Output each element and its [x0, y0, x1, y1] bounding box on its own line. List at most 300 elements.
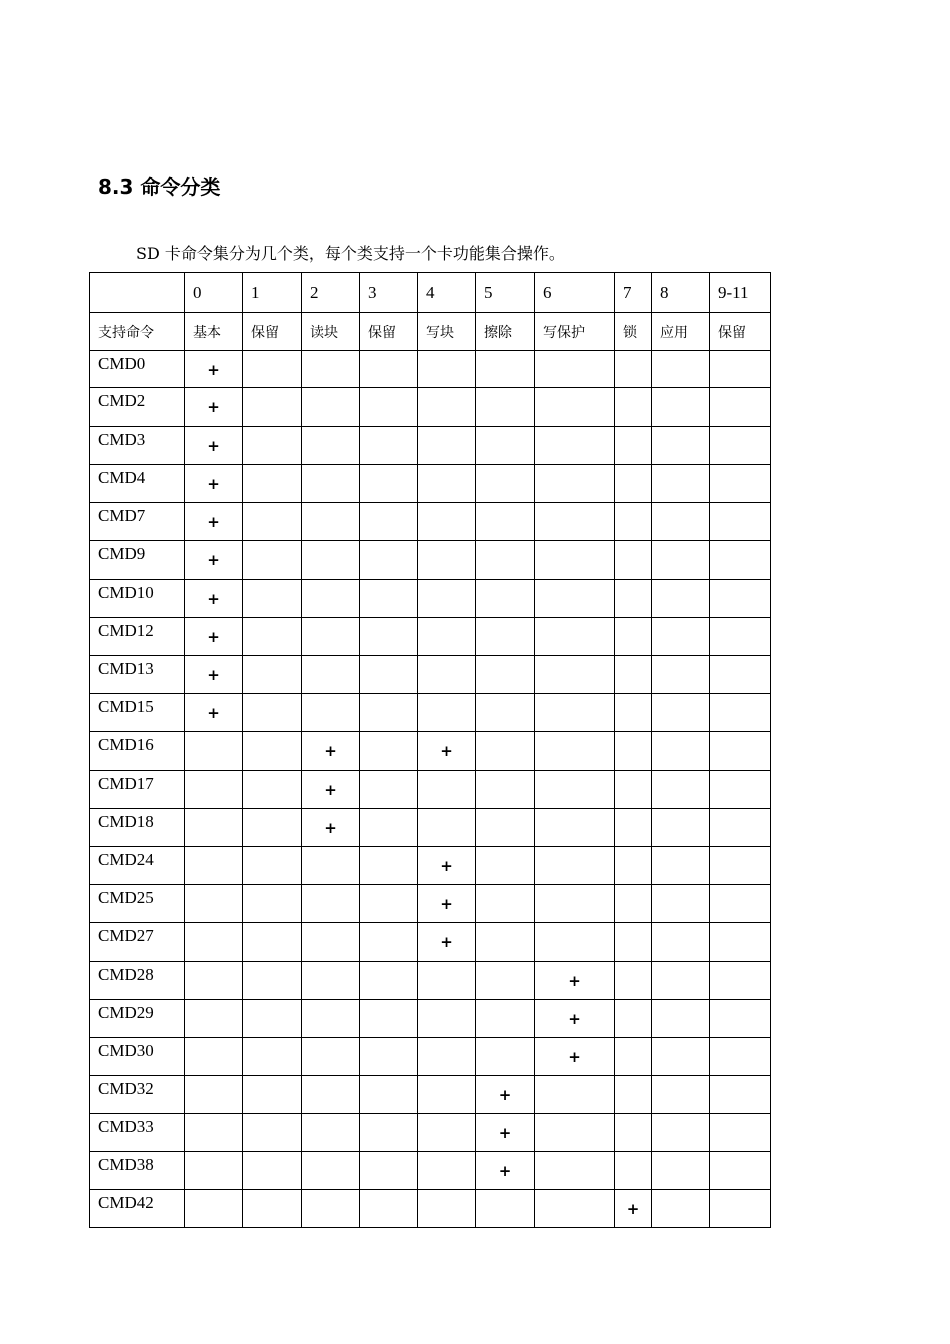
class-support-cell	[535, 427, 615, 465]
class-support-cell	[476, 771, 535, 809]
class-support-cell	[185, 1076, 243, 1114]
command-row	[90, 694, 771, 732]
command-row	[90, 1114, 771, 1152]
class-support-cell	[302, 694, 360, 732]
class-support-cell	[418, 1076, 476, 1114]
supported-mark: +	[207, 361, 220, 379]
class-support-cell	[243, 847, 302, 885]
class-support-cell	[615, 1076, 652, 1114]
class-support-cell	[710, 694, 771, 732]
class-support-cell	[615, 923, 652, 962]
command-row	[90, 580, 771, 618]
command-row	[90, 885, 771, 923]
class-support-cell	[615, 694, 652, 732]
class-support-cell	[535, 1114, 615, 1152]
class-support-cell	[476, 656, 535, 694]
supported-mark: +	[626, 1200, 640, 1218]
class-support-cell	[185, 923, 243, 962]
class-support-cell	[302, 1152, 360, 1190]
class-support-cell	[360, 1076, 418, 1114]
class-support-cell	[710, 962, 771, 1000]
class-support-cell	[476, 351, 535, 388]
class-support-cell	[615, 809, 652, 847]
class-support-cell	[615, 427, 652, 465]
command-name-cell: CMD0	[90, 351, 185, 388]
class-support-cell	[476, 388, 535, 427]
class-support-cell	[302, 1000, 360, 1038]
command-name-cell: CMD12	[90, 618, 185, 656]
class-support-cell	[243, 503, 302, 541]
class-support-cell	[535, 1152, 615, 1190]
supported-mark: +	[324, 742, 337, 760]
class-support-cell	[302, 465, 360, 503]
command-row	[90, 351, 771, 388]
class-number-cell: 2	[302, 273, 360, 313]
class-support-cell	[360, 1000, 418, 1038]
class-number-row	[90, 273, 771, 313]
class-support-cell	[710, 1038, 771, 1076]
command-name-cell: CMD29	[90, 1000, 185, 1038]
command-name-cell: CMD16	[90, 732, 185, 771]
command-name-cell: CMD24	[90, 847, 185, 885]
supported-mark: +	[440, 857, 453, 875]
class-support-cell	[710, 618, 771, 656]
class-support-cell	[535, 694, 615, 732]
class-support-cell	[243, 962, 302, 1000]
supported-mark: +	[207, 666, 220, 684]
class-support-cell	[302, 923, 360, 962]
supported-mark: +	[207, 475, 220, 493]
supported-mark: +	[440, 933, 453, 951]
command-name-cell: CMD18	[90, 809, 185, 847]
class-name-row	[90, 313, 771, 351]
class-support-cell	[302, 427, 360, 465]
class-support-cell	[243, 732, 302, 771]
class-name-cell: 保留	[710, 313, 771, 351]
class-support-cell	[710, 809, 771, 847]
class-support-cell	[185, 771, 243, 809]
supported-mark: +	[440, 742, 453, 760]
class-support-cell	[418, 1152, 476, 1190]
class-support-cell	[615, 1114, 652, 1152]
class-support-cell	[535, 771, 615, 809]
command-row	[90, 1000, 771, 1038]
class-support-cell	[360, 580, 418, 618]
class-name-cell: 写保护	[535, 313, 615, 351]
command-row	[90, 1038, 771, 1076]
class-support-cell	[615, 541, 652, 580]
class-support-cell	[185, 694, 243, 732]
class-support-cell	[418, 618, 476, 656]
command-row	[90, 923, 771, 962]
class-support-cell	[302, 580, 360, 618]
class-support-cell	[243, 388, 302, 427]
class-support-cell	[710, 1152, 771, 1190]
class-support-cell	[476, 847, 535, 885]
class-support-cell	[652, 541, 710, 580]
class-support-cell	[418, 732, 476, 771]
intro-paragraph: SD 卡命令集分为几个类，每个类支持一个卡功能集合操作。	[136, 244, 565, 263]
class-support-cell	[302, 503, 360, 541]
command-name-cell: CMD38	[90, 1152, 185, 1190]
class-support-cell	[302, 1114, 360, 1152]
class-support-cell	[535, 580, 615, 618]
class-support-cell	[476, 465, 535, 503]
class-support-cell	[615, 962, 652, 1000]
class-support-cell	[535, 1190, 615, 1228]
class-support-cell	[710, 1190, 771, 1228]
class-name-cell: 写块	[418, 313, 476, 351]
table-body	[90, 273, 771, 1228]
class-support-cell	[615, 618, 652, 656]
command-row	[90, 618, 771, 656]
class-support-cell	[418, 503, 476, 541]
class-support-cell	[243, 923, 302, 962]
class-support-cell	[360, 885, 418, 923]
class-name-cell: 基本	[185, 313, 243, 351]
class-support-cell	[185, 1190, 243, 1228]
class-support-cell	[243, 351, 302, 388]
class-support-cell	[360, 732, 418, 771]
class-support-cell	[710, 656, 771, 694]
supported-mark: +	[498, 1086, 512, 1104]
class-support-cell	[476, 923, 535, 962]
class-support-cell	[302, 541, 360, 580]
supported-mark: +	[324, 781, 337, 799]
class-support-cell	[476, 732, 535, 771]
class-support-cell	[476, 809, 535, 847]
class-support-cell	[418, 580, 476, 618]
command-name-cell: CMD42	[90, 1190, 185, 1228]
command-name-cell: CMD9	[90, 541, 185, 580]
command-row	[90, 962, 771, 1000]
class-support-cell	[652, 1152, 710, 1190]
supported-mark: +	[498, 1162, 512, 1180]
supported-mark: +	[440, 895, 453, 913]
class-support-cell	[360, 351, 418, 388]
class-support-cell	[710, 1114, 771, 1152]
class-support-cell	[535, 1038, 615, 1076]
class-support-cell	[476, 503, 535, 541]
class-support-cell	[652, 656, 710, 694]
class-support-cell	[535, 1076, 615, 1114]
class-support-cell	[710, 732, 771, 771]
command-row	[90, 656, 771, 694]
supported-mark: +	[498, 1124, 512, 1142]
class-support-cell	[615, 388, 652, 427]
class-support-cell	[302, 1076, 360, 1114]
class-support-cell	[652, 388, 710, 427]
class-support-cell	[185, 618, 243, 656]
class-support-cell	[710, 541, 771, 580]
class-support-cell	[476, 1038, 535, 1076]
class-support-cell	[476, 580, 535, 618]
class-support-cell	[476, 1190, 535, 1228]
command-row	[90, 847, 771, 885]
class-number-cell: 7	[615, 273, 652, 313]
class-name-cell: 保留	[360, 313, 418, 351]
class-support-cell	[652, 1114, 710, 1152]
class-support-cell	[243, 771, 302, 809]
class-support-cell	[652, 962, 710, 1000]
class-support-cell	[360, 1114, 418, 1152]
class-support-cell	[615, 580, 652, 618]
class-support-cell	[418, 847, 476, 885]
class-support-cell	[652, 1076, 710, 1114]
class-support-cell	[418, 1114, 476, 1152]
supported-mark: +	[207, 398, 220, 416]
command-row	[90, 465, 771, 503]
class-support-cell	[652, 847, 710, 885]
class-number-cell: 5	[476, 273, 535, 313]
class-support-cell	[652, 885, 710, 923]
class-support-cell	[652, 771, 710, 809]
class-support-cell	[185, 656, 243, 694]
class-support-cell	[710, 923, 771, 962]
class-support-cell	[535, 809, 615, 847]
class-number-cell: 6	[535, 273, 615, 313]
class-name-cell: 擦除	[476, 313, 535, 351]
class-support-cell	[418, 427, 476, 465]
class-support-cell	[476, 694, 535, 732]
class-support-cell	[710, 847, 771, 885]
class-support-cell	[418, 694, 476, 732]
class-support-cell	[243, 580, 302, 618]
class-support-cell	[652, 732, 710, 771]
command-name-cell: CMD15	[90, 694, 185, 732]
class-support-cell	[418, 962, 476, 1000]
class-support-cell	[652, 923, 710, 962]
class-support-cell	[360, 427, 418, 465]
class-support-cell	[185, 847, 243, 885]
class-support-cell	[615, 503, 652, 541]
class-support-cell	[652, 694, 710, 732]
class-support-cell	[418, 388, 476, 427]
class-support-cell	[476, 1076, 535, 1114]
command-row	[90, 503, 771, 541]
class-support-cell	[476, 1152, 535, 1190]
class-support-cell	[476, 885, 535, 923]
command-name-cell: CMD2	[90, 388, 185, 427]
class-name-cell: 应用	[652, 313, 710, 351]
class-support-cell	[710, 351, 771, 388]
class-support-cell	[652, 809, 710, 847]
class-support-cell	[243, 1038, 302, 1076]
class-number-cell: 4	[418, 273, 476, 313]
command-row	[90, 388, 771, 427]
class-support-cell	[243, 1076, 302, 1114]
class-support-cell	[185, 1000, 243, 1038]
class-support-cell	[302, 1190, 360, 1228]
class-support-cell	[243, 1152, 302, 1190]
class-support-cell	[360, 809, 418, 847]
class-support-cell	[418, 541, 476, 580]
class-support-cell	[185, 809, 243, 847]
class-support-cell	[476, 1000, 535, 1038]
supported-mark: +	[207, 628, 220, 646]
class-support-cell	[535, 541, 615, 580]
class-support-cell	[360, 1038, 418, 1076]
class-support-cell	[652, 618, 710, 656]
class-support-cell	[652, 427, 710, 465]
corner-cell	[90, 273, 185, 313]
class-support-cell	[535, 923, 615, 962]
supported-mark: +	[207, 513, 220, 531]
class-support-cell	[615, 771, 652, 809]
class-support-cell	[652, 1000, 710, 1038]
class-support-cell	[535, 465, 615, 503]
class-support-cell	[360, 923, 418, 962]
command-row	[90, 771, 771, 809]
class-support-cell	[185, 465, 243, 503]
supported-mark: +	[568, 1048, 581, 1066]
class-support-cell	[476, 962, 535, 1000]
class-support-cell	[360, 656, 418, 694]
class-support-cell	[418, 1038, 476, 1076]
class-support-cell	[185, 885, 243, 923]
class-support-cell	[535, 656, 615, 694]
class-support-cell	[418, 885, 476, 923]
class-support-cell	[185, 388, 243, 427]
section-heading: 8.3 命令分类	[98, 175, 221, 199]
class-support-cell	[360, 1152, 418, 1190]
class-support-cell	[710, 771, 771, 809]
class-support-cell	[185, 1152, 243, 1190]
class-support-cell	[243, 427, 302, 465]
class-support-cell	[615, 465, 652, 503]
class-support-cell	[302, 885, 360, 923]
class-support-cell	[302, 771, 360, 809]
class-support-cell	[710, 580, 771, 618]
command-name-cell: CMD7	[90, 503, 185, 541]
class-support-cell	[652, 351, 710, 388]
class-support-cell	[652, 1038, 710, 1076]
supported-mark: +	[568, 1010, 581, 1028]
class-number-cell: 1	[243, 273, 302, 313]
class-support-cell	[185, 427, 243, 465]
class-support-cell	[243, 885, 302, 923]
class-support-cell	[360, 503, 418, 541]
class-support-cell	[243, 809, 302, 847]
class-support-cell	[185, 732, 243, 771]
class-support-cell	[710, 503, 771, 541]
class-support-cell	[302, 351, 360, 388]
class-number-cell: 0	[185, 273, 243, 313]
class-support-cell	[710, 465, 771, 503]
class-support-cell	[615, 1038, 652, 1076]
class-support-cell	[302, 1038, 360, 1076]
class-support-cell	[615, 1000, 652, 1038]
command-name-cell: CMD32	[90, 1076, 185, 1114]
class-support-cell	[418, 1000, 476, 1038]
command-name-cell: CMD17	[90, 771, 185, 809]
class-number-cell: 3	[360, 273, 418, 313]
class-support-cell	[418, 656, 476, 694]
command-row	[90, 1190, 771, 1228]
class-support-cell	[615, 885, 652, 923]
class-support-cell	[710, 1000, 771, 1038]
command-row	[90, 809, 771, 847]
class-support-cell	[710, 1076, 771, 1114]
class-support-cell	[535, 1000, 615, 1038]
class-support-cell	[535, 388, 615, 427]
class-support-cell	[652, 1190, 710, 1228]
class-support-cell	[302, 656, 360, 694]
class-support-cell	[243, 1190, 302, 1228]
command-name-cell: CMD30	[90, 1038, 185, 1076]
class-support-cell	[185, 962, 243, 1000]
class-support-cell	[243, 694, 302, 732]
command-row	[90, 1152, 771, 1190]
class-support-cell	[615, 732, 652, 771]
class-support-cell	[243, 1000, 302, 1038]
class-support-cell	[185, 503, 243, 541]
class-support-cell	[360, 1190, 418, 1228]
class-support-cell	[360, 618, 418, 656]
class-support-cell	[185, 1114, 243, 1152]
class-support-cell	[652, 580, 710, 618]
command-name-cell: CMD27	[90, 923, 185, 962]
class-support-cell	[302, 732, 360, 771]
class-support-cell	[535, 351, 615, 388]
command-row	[90, 427, 771, 465]
class-number-cell: 8	[652, 273, 710, 313]
class-support-cell	[615, 1152, 652, 1190]
command-name-cell: CMD25	[90, 885, 185, 923]
class-support-cell	[652, 503, 710, 541]
class-support-cell	[535, 732, 615, 771]
supported-mark: +	[207, 590, 220, 608]
class-support-cell	[360, 465, 418, 503]
class-support-cell	[360, 388, 418, 427]
class-support-cell	[302, 809, 360, 847]
class-support-cell	[302, 618, 360, 656]
class-support-cell	[476, 427, 535, 465]
class-support-cell	[476, 541, 535, 580]
class-support-cell	[185, 1038, 243, 1076]
class-support-cell	[418, 809, 476, 847]
class-support-cell	[535, 618, 615, 656]
class-support-cell	[243, 541, 302, 580]
command-class-table	[89, 272, 771, 1228]
class-name-cell: 锁	[615, 313, 652, 351]
class-support-cell	[243, 656, 302, 694]
class-support-cell	[476, 618, 535, 656]
class-support-cell	[615, 1190, 652, 1228]
class-support-cell	[710, 885, 771, 923]
class-support-cell	[185, 541, 243, 580]
supported-mark: +	[207, 437, 220, 455]
command-name-cell: CMD13	[90, 656, 185, 694]
class-name-cell: 读块	[302, 313, 360, 351]
command-row	[90, 541, 771, 580]
class-support-cell	[243, 618, 302, 656]
class-support-cell	[535, 962, 615, 1000]
class-number-cell: 9-11	[710, 273, 771, 313]
class-support-cell	[185, 351, 243, 388]
class-support-cell	[302, 847, 360, 885]
class-support-cell	[243, 1114, 302, 1152]
class-support-cell	[360, 771, 418, 809]
command-name-cell: CMD3	[90, 427, 185, 465]
support-command-label: 支持命令	[90, 313, 185, 351]
class-name-cell: 保留	[243, 313, 302, 351]
command-name-cell: CMD28	[90, 962, 185, 1000]
class-support-cell	[652, 465, 710, 503]
supported-mark: +	[207, 704, 220, 722]
supported-mark: +	[568, 972, 581, 990]
class-support-cell	[360, 694, 418, 732]
